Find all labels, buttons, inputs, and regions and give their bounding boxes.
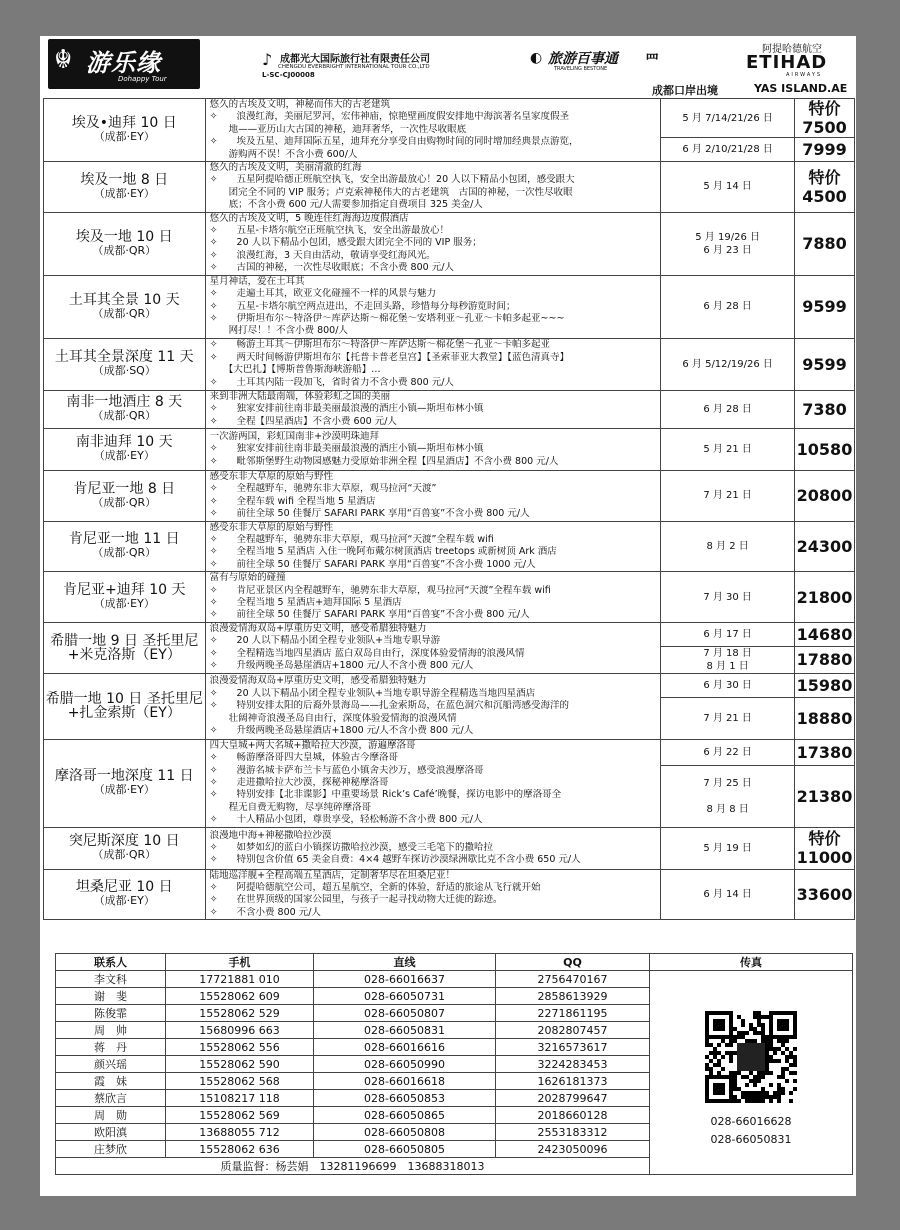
description-line: ✧ 土耳其内陆一段加飞，省时省力不含小费 800 元/人 xyxy=(209,376,454,388)
departure-label: 成都口岸出境 xyxy=(652,84,718,97)
tour-title: 突尼斯深度 10 日 xyxy=(68,833,180,850)
contact-direct-line: 028-66016637 xyxy=(314,971,496,988)
description-line: 团完全不同的 VIP 服务；卢克索神秘伟大的古老建筑 古国的神秘，一次性尽收眼 xyxy=(209,186,573,198)
description-line: ✧ 五星-卡塔尔航空两点进出，不走回头路，珍惜每分每秒游览时间； xyxy=(209,300,516,312)
contact-direct-line: 028-66050853 xyxy=(314,1090,496,1107)
license-number: L-SC-CJ00008 xyxy=(262,71,315,79)
contact-mobile: 15680996 663 xyxy=(166,1022,314,1039)
tour-row xyxy=(44,338,855,390)
description-line: 富有与原始的碰撞 xyxy=(209,572,286,584)
tour-row xyxy=(44,470,855,521)
tour-route-code: （成都·QR） xyxy=(92,306,157,320)
airline-logo: ETIHAD xyxy=(746,52,828,73)
dancer-logo-icon: ☬ xyxy=(54,45,73,75)
departure-date: 7 月 30 日 xyxy=(661,572,795,623)
description-line: ✧ 阿提哈德航空公司，超五星航空，全新的体验，舒适的旅途从飞行就开始 xyxy=(209,882,541,894)
contact-qq: 2082807457 xyxy=(496,1022,650,1039)
tour-row xyxy=(44,739,855,765)
tour-route-code: （成都·QR） xyxy=(92,409,157,423)
travel-mark: 罒 xyxy=(645,53,659,69)
contact-name: 李文科 xyxy=(56,971,166,988)
tour-row xyxy=(44,827,855,869)
tour-price: 9599 xyxy=(794,275,854,338)
tour-name xyxy=(44,428,206,470)
description-line: 悠久的古埃及文明，5 晚连住红海海边度假酒店 xyxy=(209,212,409,224)
departure-date: 6 月 14 日 xyxy=(661,869,795,920)
brochure-sheet xyxy=(40,36,856,1196)
tour-name xyxy=(44,673,206,739)
tour-price: 7380 xyxy=(794,390,854,428)
description-line: ✧ 全程当地 5 星酒店+迪拜国际 5 星酒店 xyxy=(209,597,402,608)
departure-date: 6 月 28 日 xyxy=(661,390,795,428)
tour-route-code: （成都·EY） xyxy=(93,130,155,144)
description-line: ✧ 升级两晚圣岛悬崖酒店+1800 元/人不含小费 800 元/人 xyxy=(209,660,474,672)
tour-description xyxy=(205,739,661,827)
departure-date: 7 月 18 日 8 月 1 日 xyxy=(661,646,795,673)
tour-route-code: （成都·EY） xyxy=(93,894,155,908)
description-line: ✧ 全程越野车，驰骋东非大草原，观马拉河“天渡” xyxy=(209,483,437,495)
description-line: ✧ 独家安排前往南非最美丽最浪漫的酒庄小镇—斯坦布林小镇 xyxy=(209,403,484,415)
contact-name: 陈俊霏 xyxy=(56,1005,166,1022)
description-line: 【大巴扎】【博斯普鲁斯海峡游船】… xyxy=(209,364,381,376)
description-line: ✧ 特别安排【北非谍影】中重要场景 Rick’s Café’晚餐，探访电影中的摩洛哥全 xyxy=(209,789,562,801)
description-line: ✧ 20 人以下精品小团全程专业领队+当地专职导游 xyxy=(209,635,441,647)
departure-date: 6 月 28 日 xyxy=(661,275,795,338)
departure-date: 6 月 30 日 xyxy=(661,673,795,697)
description-line: 悠久的古埃及文明，神秘而伟大的古老建筑 xyxy=(209,99,391,110)
contact-row xyxy=(56,971,853,988)
yas-island-logo: YAS ISLAND.AE xyxy=(754,82,848,95)
tour-name xyxy=(44,390,206,428)
tour-title: 坦桑尼亚 10 日 xyxy=(75,879,173,896)
tour-title: 肯尼亚一地 8 日 xyxy=(73,480,176,497)
description-line: ✧ 漫游名城卡萨布兰卡与蓝色小镇舍夫沙万，感受浪漫摩洛哥 xyxy=(209,764,484,776)
tour-price: 18880 xyxy=(794,697,854,739)
contact-qq: 2423050096 xyxy=(496,1141,650,1158)
col-direct: 直线 xyxy=(314,954,496,971)
tour-title: 埃及•迪拜 10 日 xyxy=(71,115,177,132)
departure-date: 7 月 21 日 xyxy=(661,697,795,739)
fax-cell xyxy=(650,971,853,1175)
tour-row xyxy=(44,673,855,697)
contact-name: 周 帅 xyxy=(56,1022,166,1039)
description-line: 网打尽！！不含小费 800/人 xyxy=(209,325,348,337)
description-line: 游购两不误！不含小费 600/人 xyxy=(209,148,358,160)
description-line: ✧ 全程越野车，驰骋东非大草原，观马拉河“天渡”全程车载 wifi xyxy=(209,533,494,545)
tour-title: 肯尼亚+迪拜 10 天 xyxy=(63,582,186,598)
tour-row xyxy=(44,275,855,338)
contact-mobile: 15528062 529 xyxy=(166,1005,314,1022)
description-line: 陆地巡洋舰+全程高端五星酒店，定制奢华尽在坦桑尼亚！ xyxy=(209,869,456,881)
dohappy-logo xyxy=(48,39,200,89)
departure-date: 5 月 14 日 xyxy=(661,162,795,213)
contact-qq: 2756470167 xyxy=(496,971,650,988)
contact-name: 霞 妹 xyxy=(56,1073,166,1090)
contact-mobile: 17721881 010 xyxy=(166,971,314,988)
tour-price: 10580 xyxy=(794,428,854,470)
contact-mobile: 15528062 569 xyxy=(166,1107,314,1124)
departure-date: 5 月 19 日 xyxy=(661,827,795,869)
description-line: ✧ 两天时间畅游伊斯坦布尔【托普卡普老皇宫】【圣索菲亚大教堂】【蓝色清真寺】 xyxy=(209,351,570,363)
tour-description xyxy=(205,338,661,390)
description-line: 感受东非大草原的原始与野性 xyxy=(209,521,334,533)
description-line: ✧ 特别安排太阳的后裔外景海岛——扎金索斯岛，在蓝色洞穴和沉船湾感受海洋的 xyxy=(209,700,570,712)
contact-direct-line: 028-66050805 xyxy=(314,1141,496,1158)
tour-route-code: （成都·EY） xyxy=(93,783,155,797)
globe-icon: ◐ xyxy=(530,50,543,66)
contact-mobile: 15528062 609 xyxy=(166,988,314,1005)
contact-direct-line: 028-66050990 xyxy=(314,1056,496,1073)
contact-name: 庄梦欣 xyxy=(56,1141,166,1158)
tour-name xyxy=(44,739,206,827)
description-line: ✧ 浪漫红海，3 天自由活动，敬请享受红海风光。 xyxy=(209,249,436,261)
tour-price: 14680 xyxy=(794,622,854,646)
tour-description xyxy=(205,162,661,213)
contact-qq: 3224283453 xyxy=(496,1056,650,1073)
contact-name: 欧阳滇 xyxy=(56,1124,166,1141)
description-line: 感受东非大草原的原始与野性 xyxy=(209,470,334,482)
description-line: 四大皇城+两大名城+撒哈拉大沙漠，游遍摩洛哥 xyxy=(209,739,416,751)
tour-description xyxy=(205,99,661,162)
col-mobile: 手机 xyxy=(166,954,314,971)
description-line: ✧ 升级两晚圣岛悬崖酒店+1800 元/人不含小费 800 元/人 xyxy=(209,724,474,736)
description-line: ✧ 全程当地 5 星酒店 入住一晚阿布戴尔树顶酒店 treetops 或新树顶 Ark 酒店 xyxy=(209,546,557,558)
contact-mobile: 15108217 118 xyxy=(166,1090,314,1107)
tour-description xyxy=(205,673,661,739)
tour-route-code: （成都·EY） xyxy=(93,449,155,463)
description-line: 浪漫爱情海双岛+厚重历史文明，感受希腊独特魅力 xyxy=(209,623,427,634)
tour-row xyxy=(44,869,855,920)
header xyxy=(40,36,856,98)
tour-description xyxy=(205,212,661,275)
contact-qq: 2018660128 xyxy=(496,1107,650,1124)
contact-direct-line: 028-66050731 xyxy=(314,988,496,1005)
contact-qq: 2858613929 xyxy=(496,988,650,1005)
tour-price: 9599 xyxy=(794,338,854,390)
departure-date: 5 月 19/26 日 6 月 23 日 xyxy=(661,212,795,275)
description-line: ✧ 五星-卡塔尔航空正班航空执飞，安全出游最放心！ xyxy=(209,225,449,237)
description-line: ✧ 20 人以下精品小包团，感受跟大团完全不同的 VIP 服务； xyxy=(209,237,482,249)
tour-title: 肯尼亚一地 11 日 xyxy=(68,531,180,548)
tour-title: 南非一地酒庄 8 天 xyxy=(66,394,183,411)
tour-description xyxy=(205,275,661,338)
contact-name: 周 勋 xyxy=(56,1107,166,1124)
tour-title: 埃及一地 8 日 xyxy=(80,171,169,188)
tour-title: 埃及一地 10 日 xyxy=(75,228,173,245)
col-qq: QQ xyxy=(496,954,650,971)
description-line: 一次游两国，彩虹国南非+沙漠明珠迪拜 xyxy=(209,430,380,442)
description-line: ✧ 全程车载 wifi 全程当地 5 星酒店 xyxy=(209,495,376,507)
logo-cn: 游乐缘 xyxy=(86,49,161,77)
tour-route-code: （成都·SQ） xyxy=(92,364,156,378)
tour-price: 21800 xyxy=(794,572,854,623)
tour-title: 希腊一地 10 日 圣托里尼+扎金索斯（EY） xyxy=(45,691,203,722)
description-line: ✧ 前往全球 50 佳餐厅 SAFARI PARK 享用“百兽宴”不含小费 800 元/人 xyxy=(209,609,530,621)
contact-qq: 1626181373 xyxy=(496,1073,650,1090)
departure-date: 5 月 21 日 xyxy=(661,428,795,470)
tour-table xyxy=(43,98,855,920)
tour-row xyxy=(44,99,855,138)
tour-price: 7999 xyxy=(794,138,854,162)
tour-price: 20800 xyxy=(794,470,854,521)
tour-price: 7880 xyxy=(794,212,854,275)
tour-name xyxy=(44,869,206,920)
contact-name: 蔡欣言 xyxy=(56,1090,166,1107)
tour-row xyxy=(44,622,855,646)
contact-direct-line: 028-66016618 xyxy=(314,1073,496,1090)
description-line: ✧ 埃及五星、迪拜国际五星，迪拜充分享受自由购物时间的同时增加经典景点游览， xyxy=(209,136,579,148)
description-line: ✧ 前往全球 50 佳餐厅 SAFARI PARK 享用“百兽宴”不含小费 1000 元/人 xyxy=(209,558,536,570)
col-contact: 联系人 xyxy=(56,954,166,971)
travel-brand-en: TRAVELING BESTONE xyxy=(554,66,608,72)
tour-row xyxy=(44,428,855,470)
contact-qq: 2271861195 xyxy=(496,1005,650,1022)
contact-direct-line: 028-66050807 xyxy=(314,1005,496,1022)
contact-header-row xyxy=(56,954,853,971)
tour-route-code: （成都·QR） xyxy=(92,546,157,560)
departure-date: 7 月 25 日 8 月 8 日 xyxy=(661,765,795,827)
description-line: ✧ 毗邻斯堡野生动物园感魅力受原始非洲全程【四星酒店】不含小费 800 元/人 xyxy=(209,455,559,467)
tour-title: 希腊一地 9 日 圣托里尼+米克洛斯（EY） xyxy=(50,632,199,663)
tour-route-code: （成都·EY） xyxy=(93,597,155,610)
departure-date: 6 月 5/12/19/26 日 xyxy=(661,338,795,390)
contact-name: 谢 斐 xyxy=(56,988,166,1005)
col-fax: 传真 xyxy=(650,954,853,971)
tour-name xyxy=(44,622,206,673)
description-line: ✧ 肯尼亚景区内全程越野车，驰骋东非大草原，观马拉河“天渡”全程车载 wifi xyxy=(209,584,551,596)
tour-name xyxy=(44,162,206,213)
description-line: ✧ 前往全球 50 佳餐厅 SAFARI PARK 享用“百兽宴”不含小费 800 元/人 xyxy=(209,508,530,520)
tour-row xyxy=(44,521,855,572)
departure-date: 5 月 7/14/21/26 日 xyxy=(661,99,795,138)
description-line: 来到非洲大陆最南端，体验彩虹之国的美丽 xyxy=(209,390,391,402)
description-line: 悠久的古埃及文明，美丽清澈的红海 xyxy=(209,162,362,174)
tour-name xyxy=(44,827,206,869)
tour-title: 土耳其全景深度 11 天 xyxy=(54,349,194,366)
logo-en: Dohappy Tour xyxy=(118,75,167,83)
tour-row xyxy=(44,162,855,213)
description-line: 星月神话，爱在土耳其 xyxy=(209,275,305,287)
tour-route-code: （成都·QR） xyxy=(92,495,157,509)
qr-code-icon xyxy=(705,1011,797,1103)
contact-table xyxy=(55,953,853,1175)
tour-route-code: （成都·QR） xyxy=(92,243,157,257)
description-line: ✧ 古国的神秘，一次性尽收眼底；不含小费 800 元/人 xyxy=(209,262,454,274)
description-line: ✧ 如梦如幻的蓝白小镇探访撒哈拉沙漠，感受三毛笔下的撒哈拉 xyxy=(209,841,494,853)
tour-description xyxy=(205,390,661,428)
description-line: ✧ 全程精选当地四星酒店 蓝白双岛自由行，深度体验爱情海的浪漫风情 xyxy=(209,647,525,659)
description-line: 壮阔神奇浪漫圣岛自由行，深度体验爱情海的浪漫风情 xyxy=(209,712,457,724)
contact-mobile: 15528062 636 xyxy=(166,1141,314,1158)
description-line: ✧ 浪漫红海，美丽尼罗河，宏伟神庙，惊艳壁画度假安排地中海滨著名皇家度假圣 xyxy=(209,111,570,123)
description-line: ✧ 走进撒哈拉大沙漠，探秘神秘摩洛哥 xyxy=(209,777,389,789)
tour-name xyxy=(44,275,206,338)
tour-name xyxy=(44,572,206,623)
agency-name: 成都光大国际旅行社有限责任公司 xyxy=(280,54,430,65)
tour-row xyxy=(44,212,855,275)
tour-description xyxy=(205,827,661,869)
tour-title: 南非迪拜 10 天 xyxy=(75,434,173,451)
tour-description xyxy=(205,622,661,673)
description-line: ✧ 畅游摩洛哥四大皇城，体验古今摩洛哥 xyxy=(209,752,399,764)
tour-row xyxy=(44,390,855,428)
contact-name: 颜兴瑶 xyxy=(56,1056,166,1073)
description-line: ✧ 十人精品小包团，尊贵享受，轻松畅游不含小费 800 元/人 xyxy=(209,814,483,826)
tour-row xyxy=(44,572,855,623)
description-line: ✧ 五星阿提哈德正班航空执飞，安全出游最放心！20 人以下精品小包团，感受跟大 xyxy=(209,174,575,186)
description-line: ✧ 不含小费 800 元/人 xyxy=(209,906,321,918)
travel-brand: 旅游百事通 xyxy=(548,51,618,67)
tour-name xyxy=(44,521,206,572)
contact-direct-line: 028-66050808 xyxy=(314,1124,496,1141)
tour-price: 特价 4500 xyxy=(794,162,854,213)
contact-mobile: 13688055 712 xyxy=(166,1124,314,1141)
tour-title: 摩洛哥一地深度 11 日 xyxy=(54,768,194,785)
description-line: 地——亚历山大古国的神秘，迪拜奢华，一次性尽收眼底 xyxy=(209,123,467,135)
description-line: ✧ 在世界顶级的国家公园里，与孩子一起寻找动物大迁徙的踪迹。 xyxy=(209,894,503,906)
tour-title: 土耳其全景 10 天 xyxy=(68,291,180,308)
contact-direct-line: 028-66050831 xyxy=(314,1022,496,1039)
description-line: 底；不含小费 600 元/人需要参加指定自费项目 325 美金/人 xyxy=(209,199,483,211)
tour-description xyxy=(205,869,661,920)
departure-date: 7 月 21 日 xyxy=(661,470,795,521)
agency-name-en: CHENGDU EVERBRIGHT INTERNATIONAL TOUR CO.,LTD xyxy=(278,64,430,70)
departure-date: 6 月 17 日 xyxy=(661,622,795,646)
description-line: 程无自费无购物，尽享纯碎摩洛哥 xyxy=(209,801,372,813)
contact-direct-line: 028-66050865 xyxy=(314,1107,496,1124)
quality-supervisor: 质量监督：杨芸娟 13281196699 13688318013 xyxy=(56,1158,650,1175)
description-line: 浪漫地中海+神秘撒哈拉沙漠 xyxy=(209,829,332,841)
description-line: ✧ 20 人以下精品小团全程专业领队+当地专职导游全程精选当地四星酒店 xyxy=(209,687,536,699)
tour-name xyxy=(44,99,206,162)
description-line: ✧ 全程【四星酒店】不含小费 600 元/人 xyxy=(209,415,397,427)
contact-name: 蒋 丹 xyxy=(56,1039,166,1056)
tour-price: 17880 xyxy=(794,646,854,673)
contact-qq: 3216573617 xyxy=(496,1039,650,1056)
tour-route-code: （成都·EY） xyxy=(93,186,155,200)
contact-qq: 2553183312 xyxy=(496,1124,650,1141)
contact-mobile: 15528062 568 xyxy=(166,1073,314,1090)
tour-description xyxy=(205,470,661,521)
tour-price: 17380 xyxy=(794,739,854,765)
tour-price: 21380 xyxy=(794,765,854,827)
tour-route-code: （成都·QR） xyxy=(92,848,157,862)
description-line: ✧ 伊斯坦布尔～特洛伊～库萨达斯～棉花堡～安塔利亚～孔亚～卡帕多起亚~~~ xyxy=(209,312,565,324)
contact-direct-line: 028-66016616 xyxy=(314,1039,496,1056)
description-line: ✧ 独家安排前往南非最美丽最浪漫的酒庄小镇—斯坦布林小镇 xyxy=(209,443,484,455)
fax-number: 028-66050831 xyxy=(710,1133,792,1146)
tour-name xyxy=(44,338,206,390)
airline-sub: AIRWAYS xyxy=(786,72,823,78)
tour-price: 特价 7500 xyxy=(794,99,854,138)
departure-date: 8 月 2 日 xyxy=(661,521,795,572)
agency-logo-icon: ♪ xyxy=(262,50,273,69)
tour-price: 特价 11000 xyxy=(794,827,854,869)
description-line: ✧ 特别包含价值 65 美金自费：4×4 越野车探访沙漠绿洲歇比克不含小费 650 元/人 xyxy=(209,854,581,866)
description-line: ✧ 畅游土耳其～伊斯坦布尔～特洛伊～库萨达斯～棉花堡～孔亚～卡帕多起亚 xyxy=(209,339,551,351)
fax-number: 028-66016628 xyxy=(710,1115,792,1128)
tour-description xyxy=(205,521,661,572)
contact-qq: 2028799647 xyxy=(496,1090,650,1107)
departure-date: 6 月 2/10/21/28 日 xyxy=(661,138,795,162)
tour-price: 24300 xyxy=(794,521,854,572)
contact-mobile: 15528062 590 xyxy=(166,1056,314,1073)
contact-mobile: 15528062 556 xyxy=(166,1039,314,1056)
tour-description xyxy=(205,572,661,623)
tour-name xyxy=(44,212,206,275)
tour-price: 33600 xyxy=(794,869,854,920)
tour-price: 15980 xyxy=(794,673,854,697)
departure-date: 6 月 22 日 xyxy=(661,739,795,765)
tour-name xyxy=(44,470,206,521)
tour-description xyxy=(205,428,661,470)
description-line: 浪漫爱情海双岛+厚重历史文明，感受希腊独特魅力 xyxy=(209,675,427,687)
airline-cn: 阿提哈德航空 xyxy=(762,44,822,55)
description-line: ✧ 走遍土耳其，欧亚文化碰撞不一样的风景与魅力 xyxy=(209,288,437,300)
